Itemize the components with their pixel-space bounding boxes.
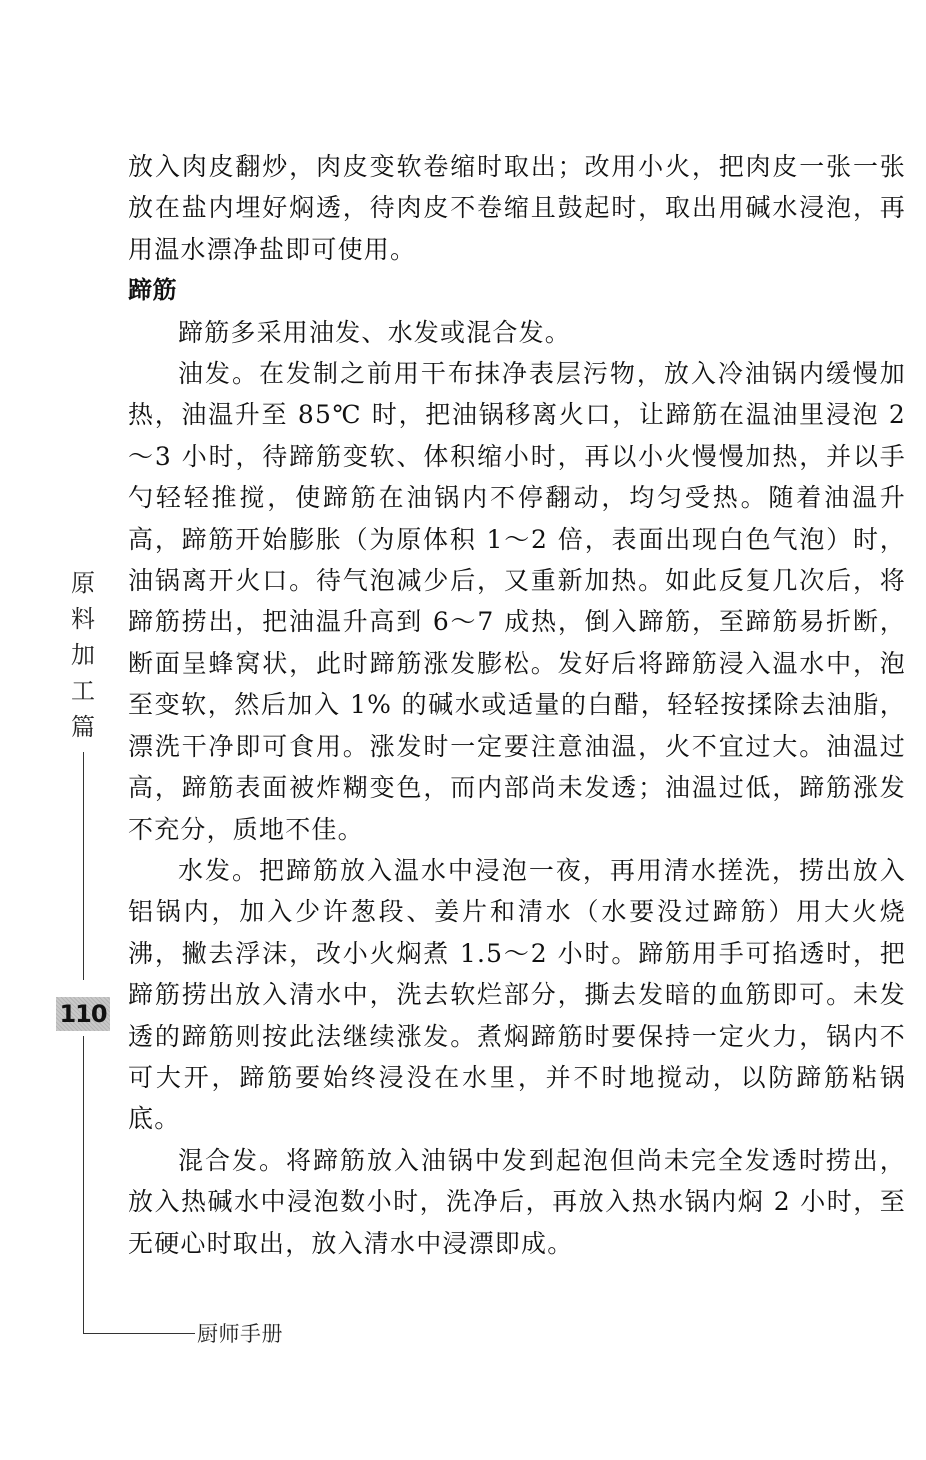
section-heading-tendon: 蹄筋 (128, 276, 177, 305)
paragraph-mixed-method: 混合发。将蹄筋放入油锅中发到起泡但尚未完全发透时捞出，放入热碱水中浸泡数小时，洗净后，再放入热水锅内焖 2 小时，至无硬心时取出，放入清水中浸漂即成。 (128, 1145, 906, 1258)
paragraph-water-method: 水发。把蹄筋放入温水中浸泡一夜，再用清水搓洗，捞出放入铝锅内，加入少许葱段、姜片和清水（水要没过蹄筋）用大火烧沸，撇去浮沫，改小火焖煮 1.5～2 小时。蹄筋用手可掐透时，把蹄筋捞出放入清水中，洗去软烂部分，撕去发暗的血筋即可。未发透的蹄筋则按此法继续涨发。煮焖蹄筋时要保持一定火力，锅内不可大开，蹄筋要始终浸没在水里，并不时地搅动，以防蹄筋粘锅底。 (128, 855, 906, 1134)
paragraph-tendon-intro: 蹄筋多采用油发、水发或混合发。 (178, 317, 572, 347)
footer-book-title: 厨师手册 (197, 1322, 283, 1346)
section-label-char: 原 (71, 569, 95, 597)
margin-rule-lower (83, 1036, 84, 1334)
section-label-char: 料 (71, 605, 95, 633)
paragraph-oil-method: 油发。在发制之前用干布抹净表层污物，放入冷油锅内缓慢加热，油温升至 85℃ 时，把油锅移离火口，让蹄筋在温油里浸泡 2～3 小时，待蹄筋变软、体积缩小时，再以小火慢慢加热，并以手勺轻轻推搅，使蹄筋在油锅内不停翻动，均匀受热。随着油温升高，蹄筋开始膨胀（为原体积 1～2 倍，表面出现白色气泡）时，油锅离开火口。待气泡减少后，又重新加热。如此反复几次后，将蹄筋捞出，把油温升高到 6～7 成热，倒入蹄筋，至蹄筋易折断，断面呈蜂窝状，此时蹄筋涨发膨松。发好后将蹄筋浸入温水中，泡至变软，然后加入 1% 的碱水或适量的白醋，轻轻按揉除去油脂，漂洗干净即可食用。涨发时一定要注意油温，火不宜过大。油温过高，蹄筋表面被炸糊变色，而内部尚未发透；油温过低，蹄筋涨发不充分，质地不佳。 (128, 359, 906, 844)
body-text (128, 146, 906, 1264)
section-label-char: 篇 (71, 713, 95, 741)
paragraph-pork-skin-continued: 放入肉皮翻炒，肉皮变软卷缩时取出；改用小火，把肉皮一张一张放在盐内埋好焖透，待肉皮不卷缩且鼓起时，取出用碱水浸泡，再用温水漂净盐即可使用。 (128, 152, 906, 264)
page-number: 110 (56, 997, 110, 1031)
section-label-char: 工 (71, 677, 95, 705)
section-label-char: 加 (71, 641, 95, 669)
section-label-vertical (68, 565, 98, 745)
margin-rule-upper (83, 752, 84, 980)
footer-rule (83, 1333, 195, 1334)
